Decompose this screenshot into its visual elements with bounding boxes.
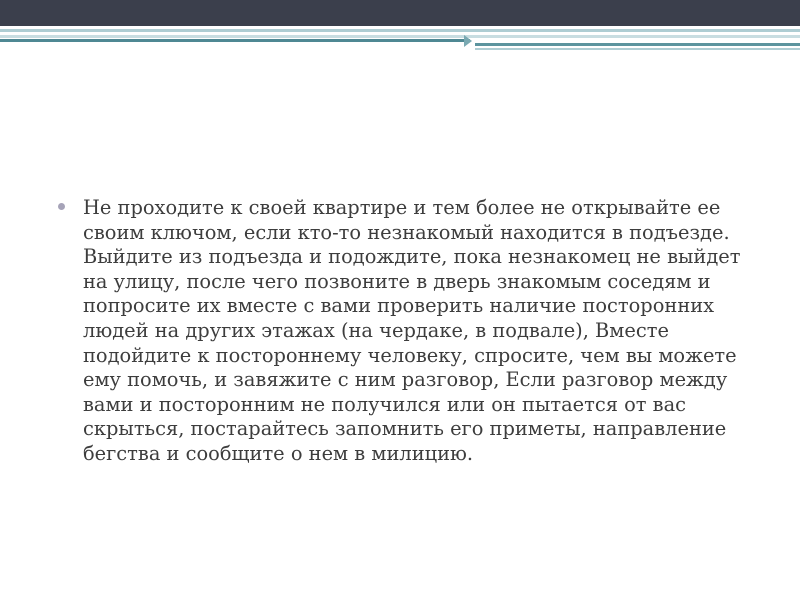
header-accent-line xyxy=(0,39,470,42)
header-bar xyxy=(0,0,800,26)
header-stripe xyxy=(475,48,800,50)
header-stripe xyxy=(0,29,800,32)
slide-body xyxy=(58,196,758,467)
header-stripe xyxy=(0,35,800,38)
header-accent-line xyxy=(475,43,800,46)
bullet-dot-icon xyxy=(58,203,65,210)
header-arrow-icon xyxy=(464,35,472,47)
bullet-text: Не проходите к своей квартире и тем более не открывайте ее своим ключом, если кто-то незнакомый находится в подъезде. Выйдите из подъезда и подождите, пока незнакомец не выйдет на улицу, после чего позвоните в дверь знакомым соседям и попросите их вместе с вами проверить наличие посторонних людей на других этажах (на чердаке, в подвале), Вместе подойдите к постороннему человеку, спросите, чем вы можете ему помочь, и завяжите с ним разговор, Если разговор между вами и посторонним не получился или он пытается от вас скрыться, постарайтесь запомнить его приметы, направление бегства и сообщите о нем в милицию. xyxy=(83,196,741,465)
bullet-item xyxy=(58,196,758,467)
